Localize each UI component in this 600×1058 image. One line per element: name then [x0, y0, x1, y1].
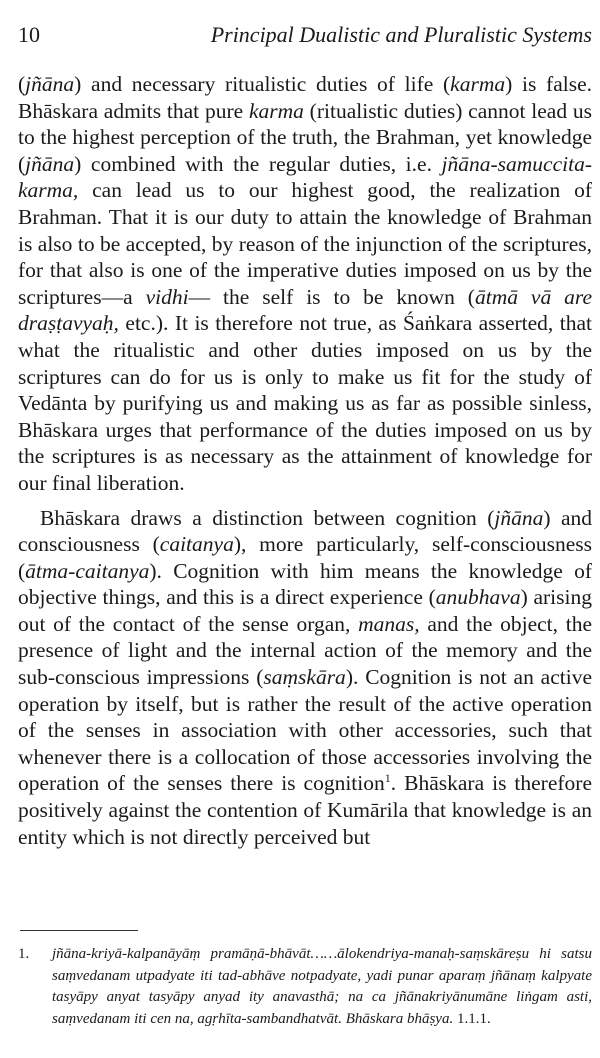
paragraph-2: [18, 505, 592, 851]
footnote-reference: 1.1.1.: [456, 1010, 491, 1027]
footnote-marker: 1: [384, 771, 391, 786]
italic-term: ātma-caitanya: [25, 558, 150, 583]
body-text: [18, 71, 592, 850]
text-run: (: [18, 72, 26, 96]
italic-term: anubhava: [435, 585, 521, 610]
text-run: — the self is to be known (: [188, 284, 475, 309]
text-run: ) and consciousness (: [18, 505, 592, 557]
page-number: 10: [18, 22, 40, 47]
text-run: etc.). It is therefore not true, as Śaṅkara asserted, that what the ritualistic and other duties imposed on us by the scriptures can do for us is only to make us fit for the study of Vedānta by purifying us and making us as far as possible sinless, Bhāskara urges that performance of the duties imposed on us by the scriptures is as necessary as the attainment of knowledge for our final liberation.: [18, 311, 592, 495]
page-header: [18, 22, 592, 52]
italic-term: jñāna: [25, 151, 75, 176]
text-run: Bhāskara draws a distinction between cognition (: [40, 505, 495, 530]
italic-term: karma: [450, 72, 506, 96]
text-run: ) is false. Bhāskara admits that pure: [18, 72, 592, 123]
text-run: ), more particularly, self-consciousness (: [18, 532, 592, 583]
italic-term: caitanya: [159, 532, 234, 557]
footnote: [18, 944, 592, 1030]
text-run: ) arising out of the contact of the sense organ,: [18, 585, 592, 636]
text-run: ) and necessary ritualistic duties of life (: [74, 72, 451, 96]
footnote-body: jñāna-kriyā-kalpanāyāṃ pramāṇā-bhāvāt……ālokendriya-manaḥ-saṃskāreṣu hi satsu saṃvedanam utpadyate iti tad-abhāve notpadyate, yadi punar aparaṃ jñānaṃ kalpyate tasyāpy anyat tasyāpy anyad ity anavasthā; na ca jñānakriyānumāne liṅgam asti, saṃvedanam iti cen na, agṛhīta-sambandhatvāt. Bhāskara bhāṣya.: [52, 946, 592, 1027]
running-title: Principal Dualistic and Pluralistic Systems: [210, 22, 592, 47]
text-run: (ritualistic duties) cannot lead us to the highest perception of the truth, the Brahman, yet knowledge (: [18, 98, 592, 176]
italic-term: saṃskāra: [263, 665, 346, 690]
italic-term: jñāna: [494, 505, 544, 530]
italic-term: jñāna-samuccita-karma,: [18, 151, 592, 203]
footnote-text: [52, 944, 592, 1030]
text-run: ). Cognition with him means the knowledge of objective things, and this is a direct experience (: [18, 558, 592, 610]
footnote-divider: [20, 930, 138, 931]
italic-term: karma: [248, 98, 304, 123]
italic-term: vidhi: [145, 284, 189, 309]
italic-term: ātmā vā are draṣṭavyaḥ,: [18, 284, 593, 336]
text-run: ) combined with the regular duties, i.e.: [74, 151, 442, 176]
text-run: ). Cognition is not an active operation by itself, but is rather the result of the active operation of the senses in association with other accessories, such that whenever there is a collocation of those accessories involving the operation of the senses there is cognition: [18, 665, 592, 796]
footnote-number: 1.: [18, 946, 30, 962]
italic-term: jñāna: [25, 72, 75, 96]
text-run: and the object, the presence of light and the internal action of the memory and the sub-conscious impressions (: [18, 611, 592, 690]
paragraph-1: [18, 71, 592, 497]
text-run: . Bhāskara is therefore positively against the contention of Kumārila that knowledge is an entity which is not directly perceived but: [18, 771, 592, 849]
text-run: can lead us to our highest good, the realization of Brahman. That it is our duty to attain the knowledge of Brahman is also to be accepted, by reason of the injunction of the scriptures, for that also is one of the imperative duties imposed on us by the scriptures—a: [18, 178, 592, 309]
book-page: [18, 0, 592, 1058]
italic-term: manas,: [358, 611, 420, 636]
